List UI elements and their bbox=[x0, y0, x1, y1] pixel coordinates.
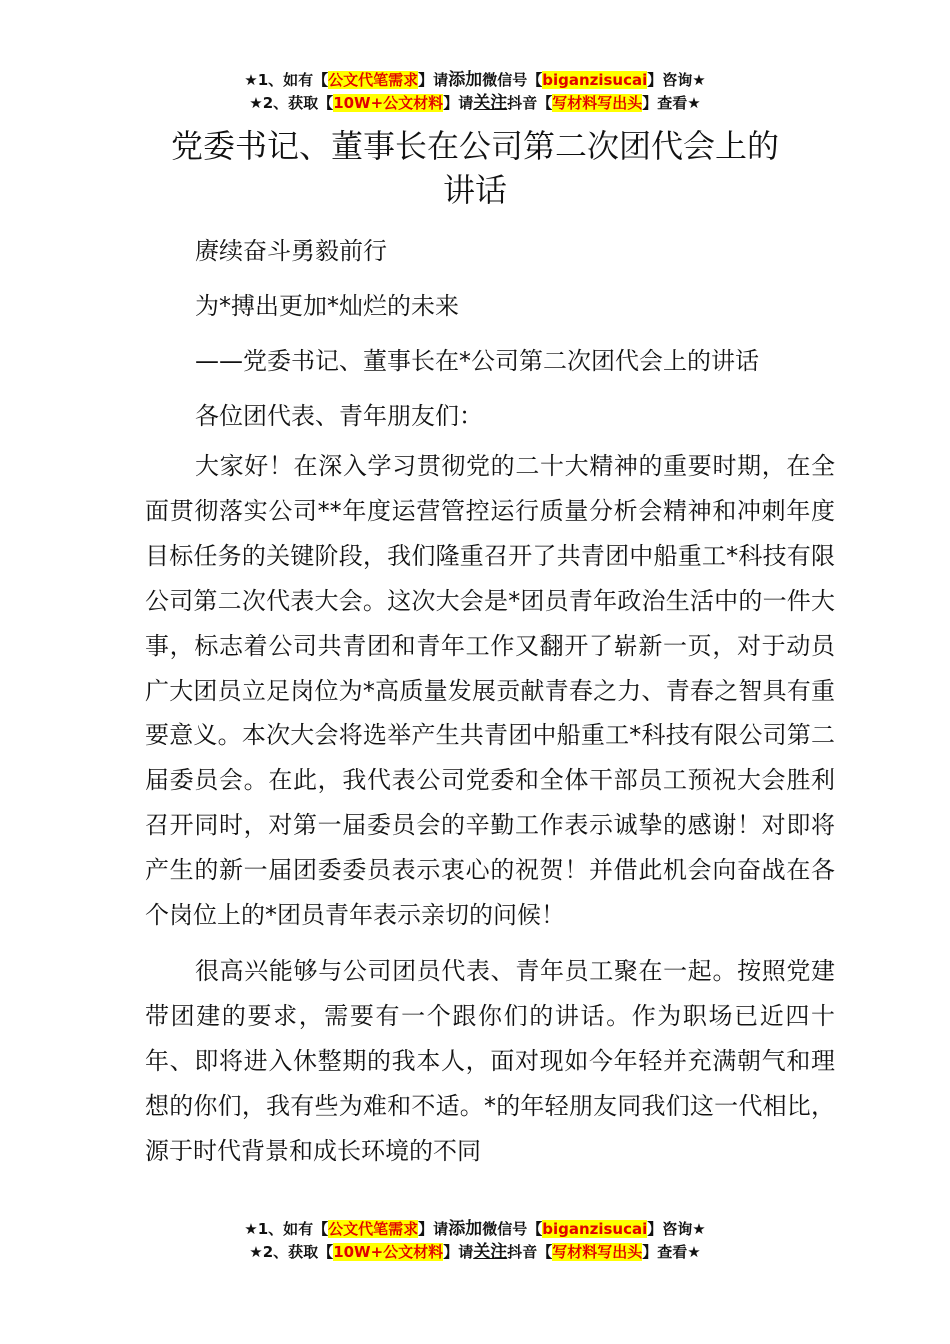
salutation: 各位团代表、青年朋友们： bbox=[195, 402, 483, 430]
subtitle-1: 赓续奋斗勇毅前行 bbox=[195, 237, 387, 265]
promo-line-2: ★2、获取【10W+公文材料】请关注抖音【写材料写出头】查看★ bbox=[249, 93, 701, 113]
highlight-materials: 10W+公文材料 bbox=[333, 1243, 444, 1261]
highlight-service: 公文代笔需求 bbox=[328, 71, 419, 89]
paragraph-2: 很高兴能够与公司团员代表、青年员工聚在一起。按照党建带团建的要求，需要有一个跟你们的讲话。作为职场已近四十年、即将进入休整期的我本人，面对现如今年轻并充满朝气和理想的你们，我有些为难和不适。*的年轻朋友同我们这一代相比，源于时代背景和成长环境的不同 bbox=[145, 956, 835, 1165]
highlight-wechat-id: biganzisucai bbox=[542, 1220, 648, 1238]
subtitle-2: 为*搏出更加*灿烂的未来 bbox=[195, 292, 459, 320]
highlight-douyin: 写材料写出头 bbox=[552, 1243, 643, 1261]
promo-banner-top bbox=[0, 69, 950, 115]
document-title: 党委书记、董事长在公司第二次团代会上的 讲话 bbox=[170, 127, 779, 209]
promo-line-1: ★1、如有【公文代笔需求】请添加微信号【biganzisucai】咨询★ bbox=[244, 1219, 706, 1239]
highlight-service: 公文代笔需求 bbox=[328, 1220, 419, 1238]
promo-line-1: ★1、如有【公文代笔需求】请添加微信号【biganzisucai】咨询★ bbox=[244, 70, 706, 90]
highlight-douyin: 写材料写出头 bbox=[552, 94, 643, 112]
promo-line-2: ★2、获取【10W+公文材料】请关注抖音【写材料写出头】查看★ bbox=[249, 1242, 701, 1262]
promo-banner-bottom bbox=[0, 1218, 950, 1264]
highlight-materials: 10W+公文材料 bbox=[333, 94, 444, 112]
highlight-wechat-id: biganzisucai bbox=[542, 71, 648, 89]
paragraph-1: 大家好！在深入学习贯彻党的二十大精神的重要时期，在全面贯彻落实公司**年度运营管控运行质量分析会精神和冲刺年度目标任务的关键阶段，我们隆重召开了共青团中船重工*科技有限公司第二次代表大会。这次大会是*团员青年政治生活中的一件大事，标志着公司共青团和青年工作又翻开了崭新一页，对于动员广大团员立足岗位为*高质量发展贡献青春之力、青春之智具有重要意义。本次大会将选举产生共青团中船重工*科技有限公司第二届委员会。在此，我代表公司党委和全体干部员工预祝大会胜利召开同时，对第一届委员会的辛勤工作表示诚挚的感谢！对即将产生的新一届团委委员表示衷心的祝贺！并借此机会向奋战在各个岗位上的*团员青年表示亲切的问候！ bbox=[145, 452, 835, 930]
subtitle-3: ——党委书记、董事长在*公司第二次团代会上的讲话 bbox=[195, 347, 759, 375]
document-body bbox=[145, 224, 835, 1174]
